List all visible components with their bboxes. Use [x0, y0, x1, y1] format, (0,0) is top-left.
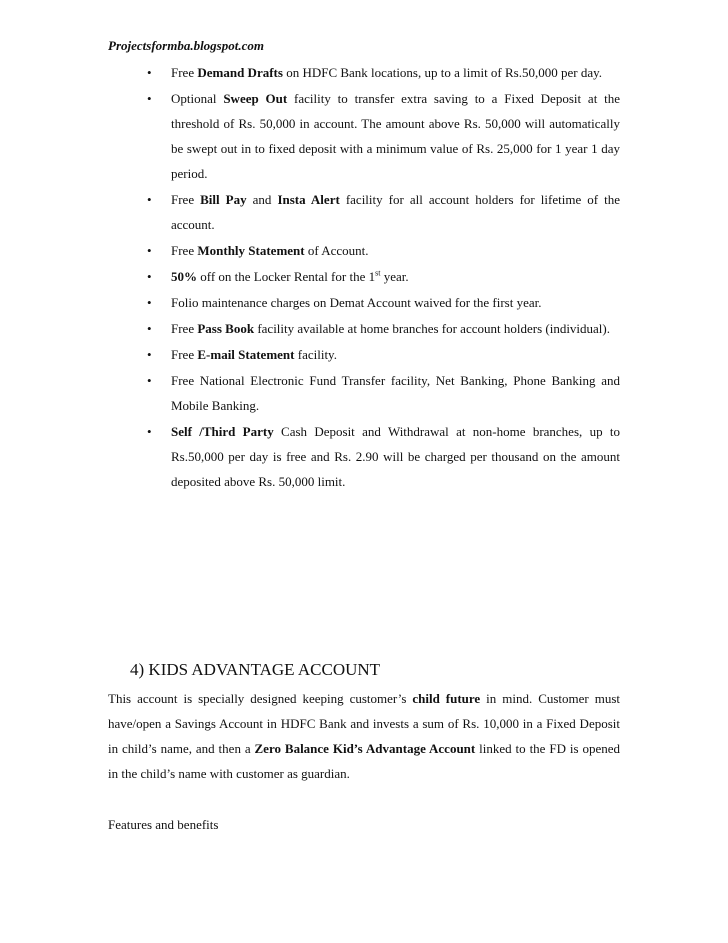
text-run: Free — [171, 243, 198, 258]
bullet-item — [108, 86, 620, 186]
text-run: of Account. — [304, 243, 369, 258]
bullet-dot-icon: • — [147, 424, 152, 439]
bold-text: 50% — [171, 269, 197, 284]
bullet-dot-icon: • — [147, 321, 152, 336]
bullet-item — [108, 368, 620, 418]
bold-text: Self /Third Party — [171, 424, 274, 439]
kids-account-paragraph — [108, 686, 620, 786]
page-header: Projectsformba.blogspot.com — [108, 38, 264, 53]
text-run: Free — [171, 321, 198, 336]
bullet-item — [108, 238, 620, 263]
text-run: Free — [171, 65, 198, 80]
bullet-item — [108, 419, 620, 494]
bullet-dot-icon: • — [147, 295, 152, 310]
bold-text: E-mail Statement — [197, 347, 295, 362]
bold-text: Insta Alert — [277, 192, 340, 207]
bullet-dot-icon: • — [147, 347, 152, 362]
bold-text: Monthly Statement — [197, 243, 305, 258]
section-title: 4) KIDS ADVANTAGE ACCOUNT — [130, 660, 381, 679]
bullet-dot-icon: • — [147, 91, 152, 106]
benefit-bullet-list — [108, 60, 620, 495]
text-run: in mind. Customer must have/open a Savings Account in HDFC Bank and invests a sum of Rs. 10,000 in a Fixed Deposit in child’s name, and then a — [108, 691, 621, 756]
text-run: This account is specially designed keeping customer’s — [108, 691, 413, 706]
bullet-dot-icon: • — [147, 269, 152, 284]
text-run: Free National Electronic Fund Transfer facility, Net Banking, Phone Banking and Mobile Banking. — [171, 373, 620, 413]
bullet-item — [108, 316, 620, 341]
text-run: facility. — [294, 347, 337, 362]
bullet-item — [108, 187, 620, 237]
text-run: Free — [171, 347, 198, 362]
text-run: on HDFC Bank locations, up to a limit of Rs.50,000 per day. — [282, 65, 603, 80]
bullet-dot-icon: • — [147, 373, 152, 388]
text-run: Optional — [171, 91, 224, 106]
bullet-dot-icon: • — [147, 243, 152, 258]
text-run: off on the Locker Rental for the 1 — [197, 269, 376, 284]
text-run: and — [246, 192, 278, 207]
text-run: linked to the FD is opened in the child’s name with customer as guardian. — [108, 741, 620, 781]
text-run: facility for all account holders for lifetime of the account. — [171, 192, 620, 232]
superscript-text: st — [375, 268, 381, 278]
bullet-dot-icon: • — [147, 192, 152, 207]
bullet-item — [108, 264, 620, 289]
bold-text: Bill Pay — [200, 192, 247, 207]
features-heading: Features and benefits — [108, 817, 219, 832]
bold-text: Zero Balance Kid’s Advantage Account — [254, 741, 476, 756]
bold-text: Demand Drafts — [197, 65, 283, 80]
bold-text: Sweep Out — [223, 91, 288, 106]
bold-text: Pass Book — [197, 321, 255, 336]
text-run: year. — [380, 269, 409, 284]
bold-text: child future — [412, 691, 481, 706]
text-run: facility available at home branches for account holders (individual). — [254, 321, 610, 336]
bullet-item — [108, 60, 620, 85]
text-run: Free — [171, 192, 201, 207]
bullet-item — [108, 290, 620, 315]
text-run: Cash Deposit and Withdrawal at non-home branches, up to Rs.50,000 per day is free and Rs. 2.90 will be charged per thousand on the amount deposited above Rs. 50,000 limit. — [171, 424, 620, 489]
text-run: facility to transfer extra saving to a Fixed Deposit at the threshold of Rs. 50,000 in account. The amount above Rs. 50,000 will automatically be swept out in to fixed deposit with a minimum value of Rs. 25,000 for 1 year 1 day period. — [171, 91, 621, 181]
bullet-item — [108, 342, 620, 367]
text-run: Folio maintenance charges on Demat Account waived for the first year. — [171, 295, 542, 310]
bullet-dot-icon: • — [147, 65, 152, 80]
